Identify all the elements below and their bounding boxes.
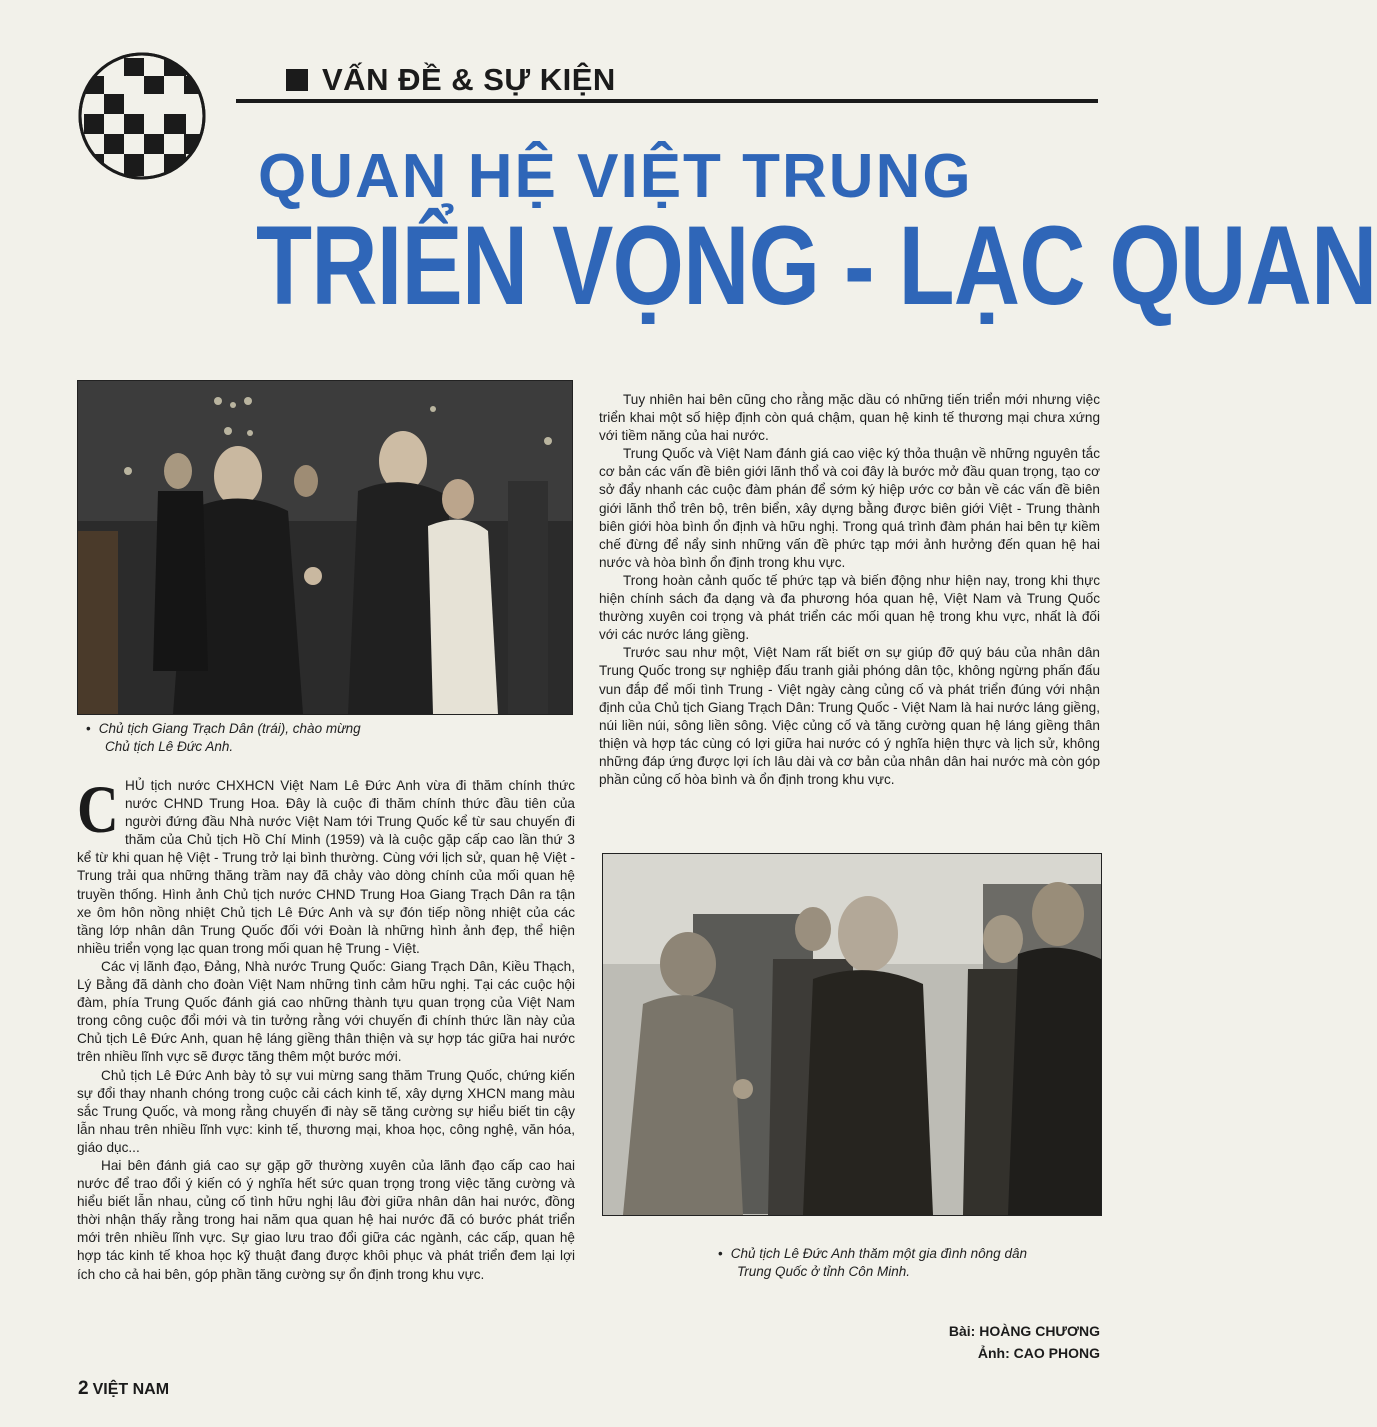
article-paragraph: HỦ tịch nước CHXHCN Việt Nam Lê Đức Anh vừa đi thăm chính thức nước CHND Trung Hoa. Đây là cuộc đi thăm chính thức đầu tiên của người đứng đầu Nhà nước Việt Nam tới Trung Quốc kể từ sau chuyến đi thăm của Chủ tịch Hồ Chí Minh (1959) và là cuộc gặp cấp cao lần thứ 3 kể từ khi quan hệ Việt - Trung trở lại bình thường. Cùng với lịch sử, quan hệ Việt - Trung trải qua những thăng trầm nay đã chảy vào dòng chính của mối quan hệ truyền thống. Hình ảnh Chủ tịch nước CHND Trung Hoa Giang Trạch Dân ra tận xe ôm hôn nồng nhiệt Chủ tịch Lê Đức Anh và sự đón tiếp nồng nhiệt của các tầng lớp nhân dân Trung Quốc đối với Đoàn là những hình ảnh đẹp, thể hiện nhiều triển vọng lạc quan trong mối quan hệ Trung - Việt. bbox=[77, 778, 575, 956]
bullet-icon: • bbox=[86, 721, 91, 736]
caption-photo1 bbox=[86, 720, 556, 756]
article-column-left bbox=[77, 771, 575, 1284]
photo-credit: Ảnh: CAO PHONG bbox=[977, 1345, 1100, 1361]
section-square-icon bbox=[286, 69, 308, 91]
article-paragraph: Tuy nhiên hai bên cũng cho rằng mặc dầu có những tiến triển mới nhưng việc triển khai một số hiệp định còn quá chậm, quan hệ kinh tế thương mại chưa xứng với tiềm năng của hai nước. bbox=[599, 392, 1100, 444]
article-paragraph: Trung Quốc và Việt Nam đánh giá cao việc ký thỏa thuận về những nguyên tắc cơ bản các vấn đề biên giới lãnh thổ và coi đây là bước mở đầu quan trọng, tạo cơ sở đẩy nhanh các cuộc đàm phán để sớm ký hiệp ước cơ bản về các vấn đề biên giới lãnh thổ trên bộ, trên biển, xây dựng bằng được biên giới Việt - Trung thành biên giới hòa bình ổn định và hữu nghị. Trong quá trình đàm phán hai bên tự kiềm chế đừng để nẩy sinh những vấn đề phức tạp mới ảnh hưởng đến quan hệ hai nước và hòa bình ổn định trong khu vực. bbox=[599, 446, 1100, 570]
article-paragraph: Chủ tịch Lê Đức Anh bày tỏ sự vui mừng sang thăm Trung Quốc, chứng kiến sự đổi thay nhanh chóng trong cuộc cải cách kinh tế, xây dựng XHCN mang màu sắc Trung Quốc, và mong rằng chuyến đi này sẽ tăng cường sự hiểu biết tin cậy lẫn nhau trên nhiều lĩnh vực: kinh tế, thương mại, khoa học, công nghệ, văn hóa, giáo dục... bbox=[77, 1067, 575, 1155]
article-paragraph: Trong hoàn cảnh quốc tế phức tạp và biến động như hiện nay, trong khi thực hiện chính sách đa dạng và đa phương hóa quan hệ, Việt Nam và Trung Quốc thường xuyên coi trọng và phát triển các mối quan hệ trong khu vực, nhất là đối với các nước láng giềng. bbox=[599, 572, 1100, 643]
headline-line1: QUAN HỆ VIỆT TRUNG bbox=[258, 142, 973, 211]
magazine-name: VIỆT NAM bbox=[92, 1381, 170, 1398]
dropcap: C bbox=[77, 771, 119, 847]
headline-line2: TRIỂN VỌNG - LẠC QUAN bbox=[256, 203, 1377, 328]
article-paragraph: Hai bên đánh giá cao sự gặp gỡ thường xuyên của lãnh đạo cấp cao hai nước để trao đổi ý kiến có ý nghĩa hết sức quan trọng trong việc tăng cường và hiểu biết lẫn nhau, củng cố tình hữu nghị lâu đời giữa nhân dân hai nước, đồng thời nhận thấy rằng trong hai năm qua quan hệ hai nước đã có bước phát triển mới trên nhiều lĩnh vực. Sự giao lưu trao đổi giữa các ngành, các cấp, quan hệ hợp tác kinh tế khoa học kỹ thuật đang được khôi phục và phát triển đem lại lợi ích cho cả hai bên, góp phần tăng cường sự ổn định trong khu vực. bbox=[77, 1157, 575, 1282]
caption-photo1-line1: Chủ tịch Giang Trạch Dân (trái), chào mừng bbox=[98, 721, 361, 736]
photo-farmer-visit bbox=[602, 853, 1102, 1216]
article-paragraph: Trước sau như một, Việt Nam rất biết ơn sự giúp đỡ quý báu của nhân dân Trung Quốc trong sự nghiệp đấu tranh giải phóng dân tộc, không ngừng phấn đấu vun đắp để mối tình Trung - Việt ngày càng củng cố và phát triển đúng với nhận định của Chủ tịch Giang Trạch Dân: Trung Quốc - Việt Nam là hai nước láng giềng, núi liền núi, sông liền sông. Việc củng cố và tăng cường quan hệ láng giềng thân thiện và hợp tác cùng có lợi giữa hai nước có ý nghĩa hiện thực và lịch sử, không những đáp ứng được lợi ích lâu dài và cơ bản của nhân dân hai nước mà còn góp phần củng cố hòa bình và ổn định trong khu vực. bbox=[599, 645, 1100, 787]
article-column-right bbox=[599, 391, 1100, 789]
caption-photo2-line1: Chủ tịch Lê Đức Anh thăm một gia đình nông dân bbox=[730, 1246, 1027, 1261]
section-label bbox=[286, 62, 616, 98]
page-footer bbox=[78, 1378, 169, 1400]
author-credit: Bài: HOÀNG CHƯƠNG bbox=[948, 1323, 1100, 1339]
globe-checker-icon bbox=[78, 52, 206, 180]
caption-photo1-line2: Chủ tịch Lê Đức Anh. bbox=[105, 739, 234, 754]
header-rule bbox=[236, 99, 1098, 103]
caption-photo2-line2: Trung Quốc ở tỉnh Côn Minh. bbox=[737, 1264, 910, 1279]
bullet-icon: • bbox=[718, 1246, 723, 1261]
page-number: 2 bbox=[78, 1378, 89, 1399]
caption-photo2 bbox=[718, 1245, 1098, 1281]
article-paragraph: Các vị lãnh đạo, Đảng, Nhà nước Trung Quốc: Giang Trạch Dân, Kiều Thạch, Lý Bằng đã dành cho đoàn Việt Nam những tình cảm hữu nghị. Tại các cuộc hội đàm, phía Trung Quốc đánh giá cao những thành tựu quan trọng của Việt Nam trong công cuộc đổi mới và tin tưởng rằng với chuyến đi chính thức lần này của Chủ tịch Lê Đức Anh, quan hệ láng giềng thân thiện và sự hợp tác giữa hai nước trên nhiều lĩnh vực sẽ được tăng thêm một bước mới. bbox=[77, 958, 575, 1065]
photo-handshake-reception bbox=[77, 380, 573, 715]
section-label-text: VẤN ĐỀ & SỰ KIỆN bbox=[322, 62, 616, 97]
